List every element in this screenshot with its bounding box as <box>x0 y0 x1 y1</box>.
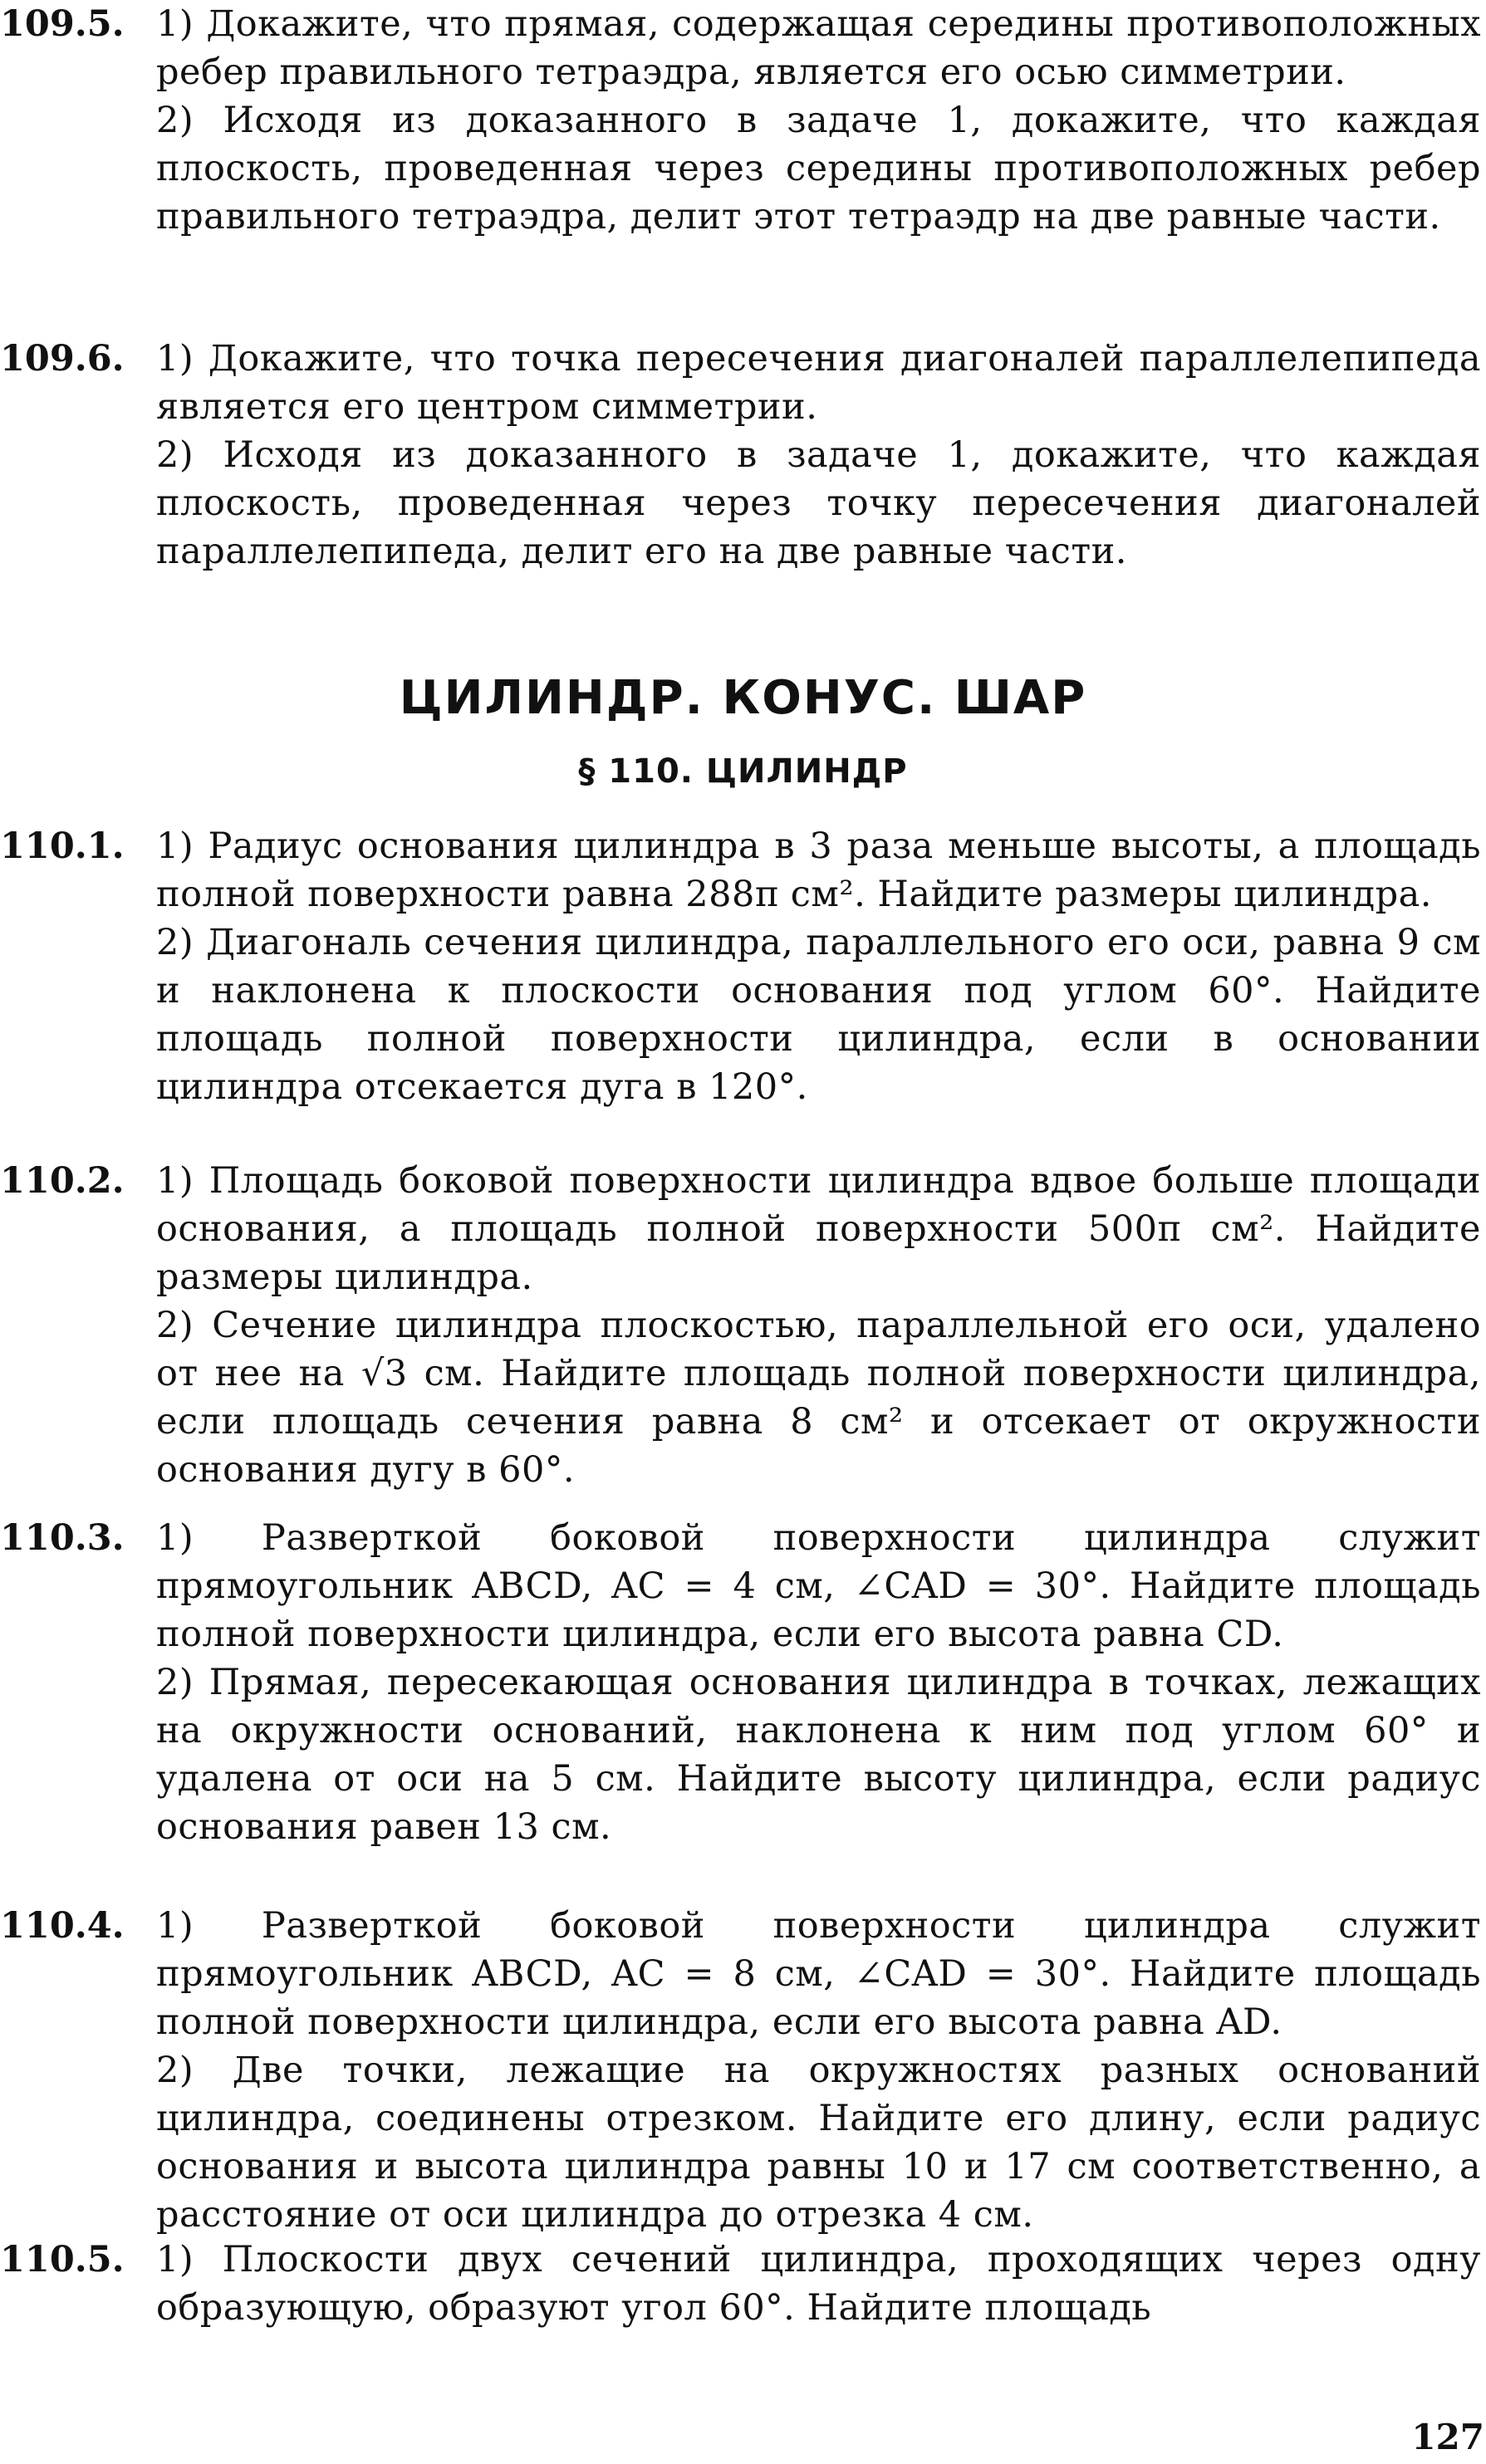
problem-number: 110.2. <box>0 1160 125 1202</box>
problem-part: 2) Сечение цилиндра плоскостью, параллельной его оси, удалено от нее на √3 см. Найдите площадь полной поверхности цилиндра, если площадь сечения равна 8 см² и отсекает от окружности основания дугу в 60°. <box>156 1305 1481 1491</box>
problem-110-5 <box>0 2236 1486 2332</box>
problem-part: 2) Исходя из доказанного в задаче 1, докажите, что каждая плоскость, проведенная через середины противоположных ребер правильного тетраэдра, делит этот тетраэдр на две равные части. <box>156 100 1481 238</box>
problem-110-1 <box>0 822 1486 1111</box>
problem-110-4 <box>0 1902 1486 2239</box>
problem-part: 1) Плоскости двух сечений цилиндра, проходящих через одну образующую, образуют угол 60°. Найдите площадь <box>156 2239 1481 2329</box>
problem-number: 110.4. <box>0 1905 125 1947</box>
problem-part: 1) Площадь боковой поверхности цилиндра вдвое больше площади основания, а площадь полной поверхности 500π см². Найдите размеры цилиндра. <box>156 1160 1481 1298</box>
problem-number: 109.5. <box>0 3 125 45</box>
problem-109-6 <box>0 335 1486 576</box>
page-number: 127 <box>1411 2417 1484 2457</box>
problem-part: 1) Докажите, что прямая, содержащая середины противоположных ребер правильного тетраэдра, является его осью симметрии. <box>156 3 1481 93</box>
problem-part: 2) Прямая, пересекающая основания цилиндра в точках, лежащих на окружности оснований, наклонена к ним под углом 60° и удалена от оси на 5 см. Найдите высоту цилиндра, если радиус основания равен 13 см. <box>156 1662 1481 1848</box>
problem-part: 1) Разверткой боковой поверхности цилиндра служит прямоугольник ABCD, AC = 4 см, ∠CAD = 30°. Найдите площадь полной поверхности цилиндра, если его высота равна CD. <box>156 1517 1481 1655</box>
section-title: § 110. ЦИЛИНДР <box>578 752 908 791</box>
problem-number: 110.5. <box>0 2239 125 2280</box>
problem-part: 2) Диагональ сечения цилиндра, параллельного его оси, равна 9 см и наклонена к плоскости основания под углом 60°. Найдите площадь полной поверхности цилиндра, если в основании цилиндра отсекается дуга в 120°. <box>156 922 1481 1108</box>
problem-part: 1) Докажите, что точка пересечения диагоналей параллелепипеда является его центром симметрии. <box>156 338 1481 428</box>
problem-part: 1) Разверткой боковой поверхности цилиндра служит прямоугольник ABCD, AC = 8 см, ∠CAD = 30°. Найдите площадь полной поверхности цилиндра, если его высота равна AD. <box>156 1905 1481 2043</box>
problem-part: 2) Исходя из доказанного в задаче 1, докажите, что каждая плоскость, проведенная через точку пересечения диагоналей параллелепипеда, делит его на две равные части. <box>156 434 1481 572</box>
problem-109-5 <box>0 0 1486 241</box>
problem-number: 110.3. <box>0 1517 125 1559</box>
problem-number: 110.1. <box>0 825 125 867</box>
problem-110-3 <box>0 1514 1486 1851</box>
problem-110-2 <box>0 1157 1486 1494</box>
problem-part: 2) Две точки, лежащие на окружностях разных оснований цилиндра, соединены отрезком. Найдите его длину, если радиус основания и высота цилиндра равны 10 и 17 см соответственно, а расстояние от оси цилиндра до отрезка 4 см. <box>156 2050 1481 2236</box>
problem-number: 109.6. <box>0 338 125 380</box>
chapter-title: ЦИЛИНДР. КОНУС. ШАР <box>399 671 1087 725</box>
problem-part: 1) Радиус основания цилиндра в 3 раза меньше высоты, а площадь полной поверхности равна 288π см². Найдите размеры цилиндра. <box>156 825 1481 915</box>
